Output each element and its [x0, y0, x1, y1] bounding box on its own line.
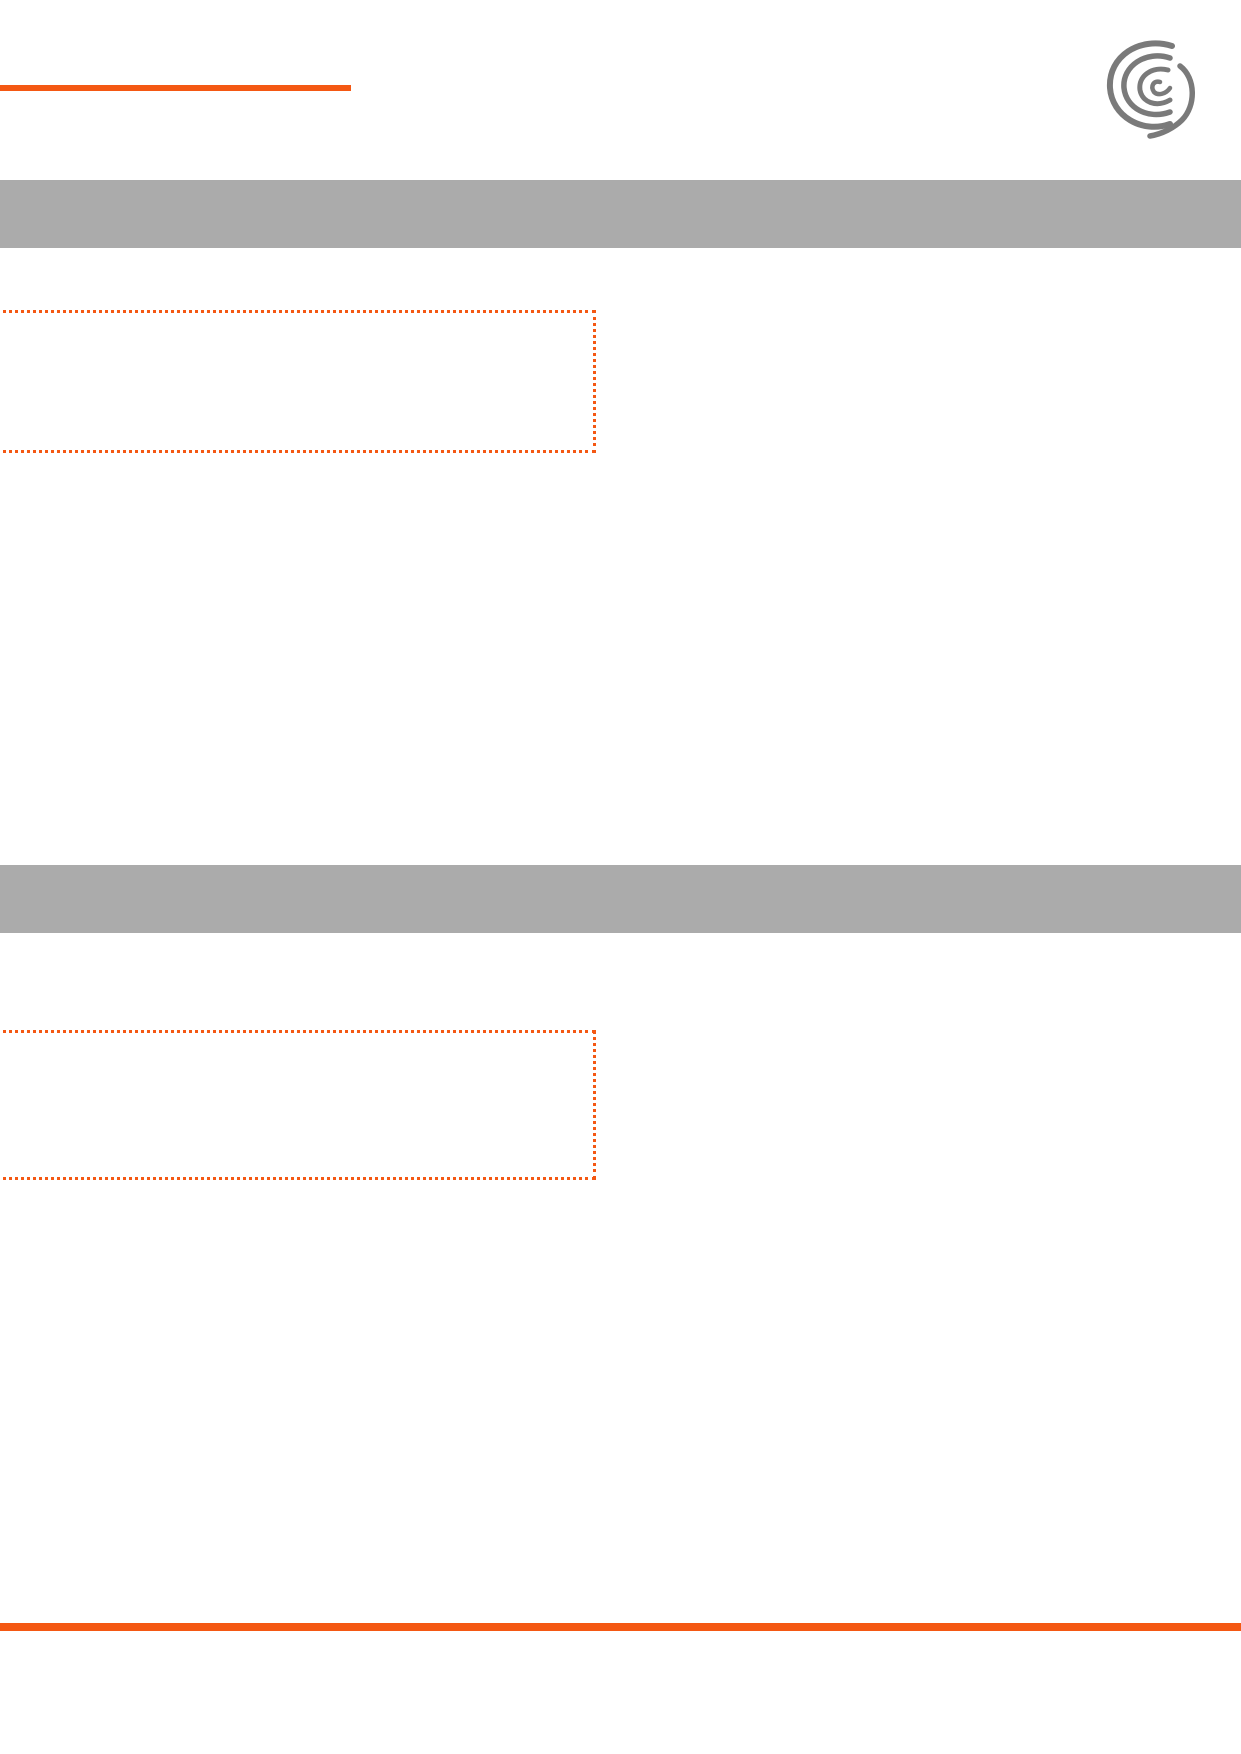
bar-charts: [0, 0, 1241, 1754]
